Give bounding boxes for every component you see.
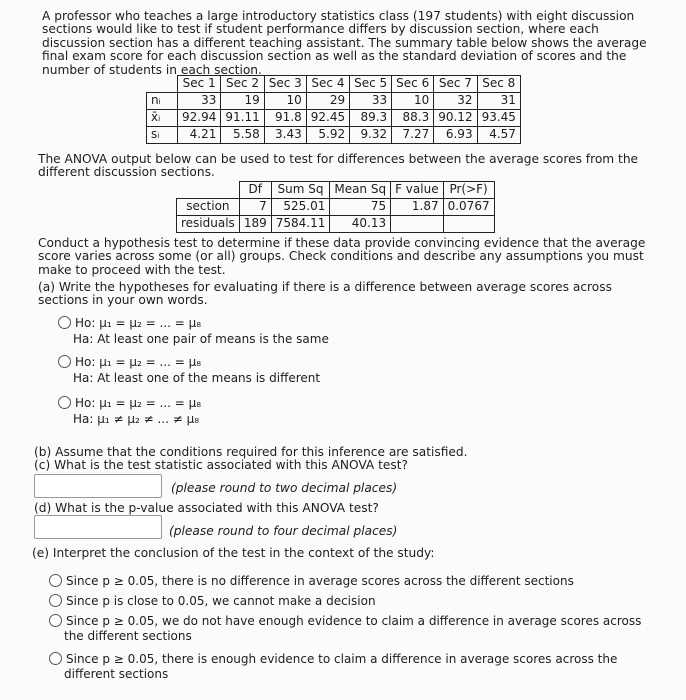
part-d-note: (please round to four decimal places) bbox=[169, 524, 398, 538]
table-cell bbox=[443, 216, 494, 233]
anova-table bbox=[176, 181, 495, 233]
anova-header: Mean Sq bbox=[330, 182, 391, 199]
option-a2[interactable] bbox=[58, 355, 201, 370]
table-cell: 525.01 bbox=[271, 199, 330, 216]
radio-button[interactable] bbox=[49, 652, 62, 665]
part-c-question: (c) What is the test statistic associated with this ANOVA test? bbox=[34, 458, 408, 472]
table-cell: 90.12 bbox=[434, 110, 477, 127]
table-cell: 1.87 bbox=[391, 199, 444, 216]
option-h0: Ho: μ₁ = μ₂ = ... = μ₈ bbox=[75, 355, 202, 369]
table-cell: 0.0767 bbox=[443, 199, 494, 216]
table-cell: 5.92 bbox=[306, 127, 349, 144]
radio-button[interactable] bbox=[58, 316, 71, 329]
table-cell: 93.45 bbox=[477, 110, 520, 127]
part-a-question: (a) Write the hypotheses for evaluating if there is a difference between average scores across sections in your own words. bbox=[38, 280, 612, 308]
radio-button[interactable] bbox=[49, 594, 62, 607]
table-cell: 32 bbox=[434, 93, 477, 110]
table-cell: 10 bbox=[392, 93, 434, 110]
anova-row-section bbox=[177, 199, 495, 216]
summary-header-row bbox=[147, 76, 521, 93]
table-cell: 4.21 bbox=[178, 127, 221, 144]
table-cell: 6.93 bbox=[434, 127, 477, 144]
summary-header: Sec 2 bbox=[221, 76, 264, 93]
summary-corner bbox=[147, 76, 178, 93]
part-d-question: (d) What is the p-value associated with this ANOVA test? bbox=[34, 501, 379, 515]
radio-button[interactable] bbox=[58, 396, 71, 409]
table-cell: 92.94 bbox=[178, 110, 221, 127]
anova-header: Pr(>F) bbox=[443, 182, 494, 199]
table-cell: 5.58 bbox=[221, 127, 264, 144]
table-cell: 7.27 bbox=[392, 127, 434, 144]
summary-row-sd bbox=[147, 127, 521, 144]
option-e1[interactable] bbox=[49, 574, 649, 589]
summary-table bbox=[146, 75, 521, 144]
summary-header: Sec 8 bbox=[477, 76, 520, 93]
table-cell: 88.3 bbox=[392, 110, 434, 127]
table-cell: 4.57 bbox=[477, 127, 520, 144]
part-c-note: (please round to two decimal places) bbox=[171, 481, 398, 495]
option-h0: Ho: μ₁ = μ₂ = ... = μ₈ bbox=[75, 396, 202, 410]
option-a3[interactable] bbox=[58, 396, 201, 411]
anova-header: Sum Sq bbox=[271, 182, 330, 199]
part-b-text: (b) Assume that the conditions required for this inference are satisfied. bbox=[34, 445, 468, 459]
option-a1-ha: Ha: At least one pair of means is the same bbox=[73, 332, 329, 346]
table-cell: 29 bbox=[306, 93, 349, 110]
test-statistic-input[interactable] bbox=[34, 474, 162, 498]
anova-row-residuals bbox=[177, 216, 495, 233]
table-cell: 91.11 bbox=[221, 110, 264, 127]
table-cell: 33 bbox=[178, 93, 221, 110]
option-a3-ha: Ha: μ₁ ≠ μ₂ ≠ ... ≠ μ₈ bbox=[73, 412, 200, 426]
part-e-question: (e) Interpret the conclusion of the test in the context of the study: bbox=[32, 546, 435, 560]
option-a1[interactable] bbox=[58, 316, 201, 331]
radio-button[interactable] bbox=[49, 574, 62, 587]
row-label: x̄ᵢ bbox=[147, 110, 178, 127]
summary-header: Sec 7 bbox=[434, 76, 477, 93]
anova-intro: The ANOVA output below can be used to test for differences between the average scores from the different discussion sections. bbox=[38, 152, 639, 180]
anova-header: F value bbox=[391, 182, 444, 199]
option-e2[interactable] bbox=[49, 594, 649, 609]
table-cell: 91.8 bbox=[264, 110, 306, 127]
table-cell: 89.3 bbox=[350, 110, 392, 127]
row-label: nᵢ bbox=[147, 93, 178, 110]
task-paragraph: Conduct a hypothesis test to determine if these data provide convincing evidence that the average score varies across some (or all) groups. Check conditions and describe any assumptions you must make to proceed with the test. bbox=[38, 236, 646, 277]
table-cell: 10 bbox=[264, 93, 306, 110]
table-cell: 9.32 bbox=[350, 127, 392, 144]
option-text: Since p is close to 0.05, we cannot make a decision bbox=[66, 594, 376, 608]
row-label: sᵢ bbox=[147, 127, 178, 144]
option-e3[interactable] bbox=[49, 614, 664, 644]
summary-row-n bbox=[147, 93, 521, 110]
table-cell bbox=[391, 216, 444, 233]
table-cell: 189 bbox=[239, 216, 271, 233]
anova-header-row bbox=[177, 182, 495, 199]
summary-header: Sec 5 bbox=[350, 76, 392, 93]
option-text: Since p ≥ 0.05, there is enough evidence to claim a difference in average scores across the different sections bbox=[64, 652, 618, 681]
summary-row-mean bbox=[147, 110, 521, 127]
option-text: Since p ≥ 0.05, we do not have enough evidence to claim a difference in average scores across the different sections bbox=[64, 614, 642, 643]
option-a2-ha: Ha: At least one of the means is different bbox=[73, 371, 321, 385]
intro-paragraph: A professor who teaches a large introductory statistics class (197 students) with eight discussion sections would like to test if student performance differs by discussion section, where each discussion section has a different teaching assistant. The summary table below shows the average final exam score for each discussion section as well as the standard deviation of scores and the number of students in each section. bbox=[42, 9, 647, 77]
option-h0: Ho: μ₁ = μ₂ = ... = μ₈ bbox=[75, 316, 202, 330]
row-label: residuals bbox=[177, 216, 240, 233]
option-text: Since p ≥ 0.05, there is no difference in average scores across the different sections bbox=[66, 574, 574, 588]
p-value-input[interactable] bbox=[34, 515, 162, 539]
anova-header: Df bbox=[239, 182, 271, 199]
table-cell: 3.43 bbox=[264, 127, 306, 144]
summary-header: Sec 6 bbox=[392, 76, 434, 93]
radio-button[interactable] bbox=[58, 355, 71, 368]
table-cell: 92.45 bbox=[306, 110, 349, 127]
anova-corner bbox=[177, 182, 240, 199]
table-cell: 7584.11 bbox=[271, 216, 330, 233]
summary-header: Sec 1 bbox=[178, 76, 221, 93]
table-cell: 33 bbox=[350, 93, 392, 110]
table-cell: 40.13 bbox=[330, 216, 391, 233]
row-label: section bbox=[177, 199, 240, 216]
table-cell: 19 bbox=[221, 93, 264, 110]
table-cell: 7 bbox=[239, 199, 271, 216]
summary-header: Sec 4 bbox=[306, 76, 349, 93]
table-cell: 75 bbox=[330, 199, 391, 216]
option-e4[interactable] bbox=[49, 652, 664, 682]
summary-header: Sec 3 bbox=[264, 76, 306, 93]
table-cell: 31 bbox=[477, 93, 520, 110]
radio-button[interactable] bbox=[49, 614, 62, 627]
